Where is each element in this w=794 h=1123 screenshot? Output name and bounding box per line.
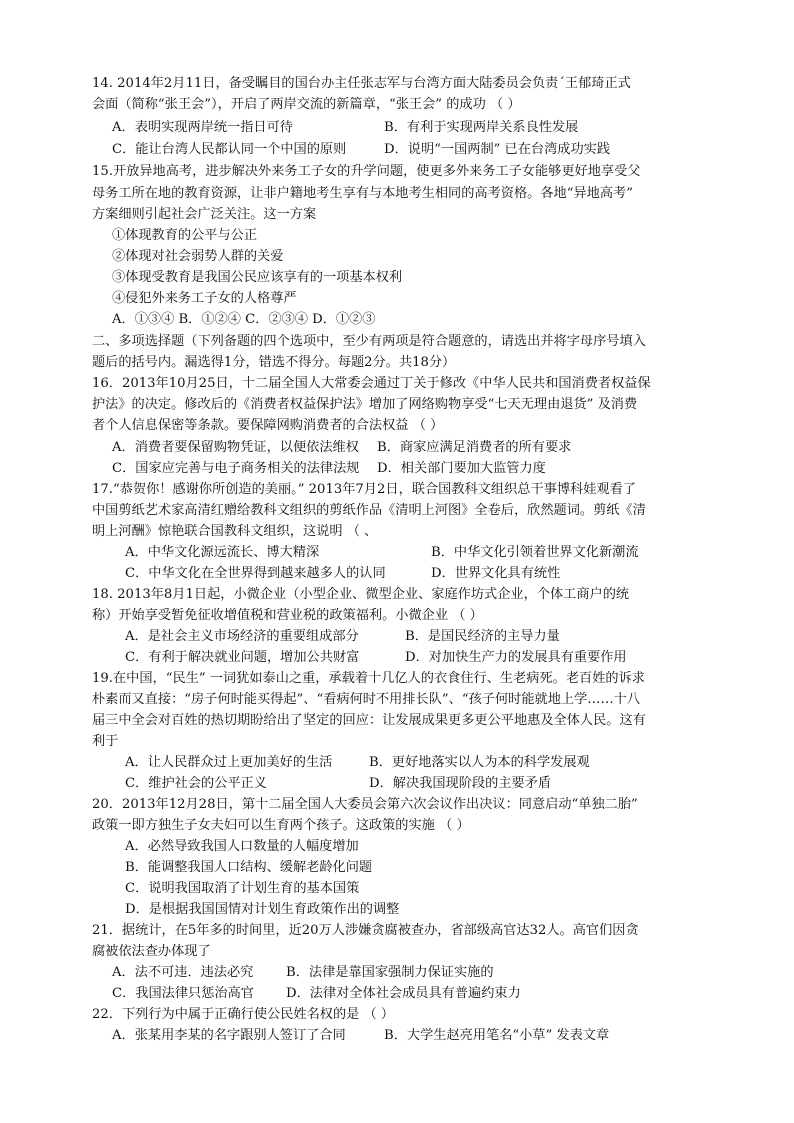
q19-option-a: A．让人民群众过上更加美好的生活 (125, 755, 333, 770)
section2-heading-line1: 二、多项选择题（下列备题的四个选项中，至少有两项是符合题意的，请选出并将字母序号填入 (92, 334, 646, 349)
q14-stem-line2: 会面（简称“张王会”），开启了两岸交流的新篇章，“张王会” 的成功 （ ） (92, 97, 521, 112)
q15-statement-3: ③体现受教育是我国公民应该享有的一项基本权利 (112, 270, 403, 285)
q17-stem-line2: 中国剪纸艺术家高清红赠给教科文组织的剪纸作品《清明上河图》全卷后，欣然题词。剪纸《清 (92, 503, 646, 518)
q22-option-b: B．大学生赵亮用笔名“小草” 发表文章 (384, 1028, 610, 1043)
q17-option-c: C．中华文化在全世界得到越来越多人的认同 (125, 566, 386, 581)
q18-option-a: A．是社会主义市场经济的重要组成部分 (125, 629, 359, 644)
q19-option-d: D．解决我国现阶段的主要矛盾 (369, 776, 552, 791)
q16-option-d: D．相关部门要加大监管力度 (377, 461, 546, 476)
q16-option-b: B．商家应满足消费者的所有要求 (377, 440, 572, 455)
q21-option-b: B．法律是靠国家强制力保证实施的 (286, 965, 494, 980)
q16-stem-line2: 护法》的决定。修改后的《消费者权益保护法》增加了网络购物享受“七天无理由退货” 及消费 (92, 397, 638, 412)
q21-option-a: A．法不可违．违法必究 (112, 965, 254, 980)
q14-stem-line1: 14. 2014年2月11日，备受瞩目的国台办主任张志军与台湾方面大陆委员会负责´王郁琦正式 (92, 76, 631, 91)
q18-option-c: C．有利于解决就业问题，增加公共财富 (125, 650, 360, 665)
q14-option-b: B．有利于实现两岸关系良性发展 (384, 120, 579, 135)
q18-stem-line1: 18. 2013年8月1日起，小微企业（小型企业、微型企业、家庭作坊式企业，个体工商户的统 (92, 587, 630, 602)
q17-option-b: B．中华文化引领着世界文化新潮流 (431, 545, 639, 560)
q19-option-c: C．维护社会的公平正义 (125, 776, 267, 791)
q15-options: A．①③④ B．①②④ C．②③④ D．①②③ (112, 312, 376, 327)
q17-option-d: D．世界文化具有统性 (431, 566, 561, 581)
q18-stem-line2: 称）开始享受暂免征收增值税和营业税的政策福利。小微企业 （ ） (92, 608, 483, 623)
q16-option-c: C．国家应完善与电子商务相关的法律法规 (112, 461, 360, 476)
q18-option-d: D．对加快生产力的发展具有重要作用 (405, 650, 627, 665)
q16-stem-line1: 16．2013年10月25日，十二届全国人大常委会通过丁关于修改《中华人民共和国消费者权益保 (92, 376, 651, 391)
q19-stem-line3: 届三中全会对百姓的热切期盼给出了坚定的回应：让发展成果更多更公平地惠及全体人民。这有 (92, 713, 646, 728)
q15-stem-line1: 15.开放异地高考，进步解决外来务工子女的升学问题，使更多外来务工子女能够更好地享受父 (92, 164, 641, 179)
q20-option-b: B．能调整我国人口结构、缓解老龄化问题 (125, 860, 373, 875)
q19-option-b: B．更好地落实以人为本的科学发展观 (369, 755, 590, 770)
q17-stem-line3: 明上河酬》惊艳联合国教科文组织，这说明 （ 、 (92, 524, 378, 539)
q14-option-c: C．能让台湾人民都认同一个中国的原则 (112, 142, 347, 157)
q21-option-d: D．法律对全体社会成员具有普遍约束力 (286, 986, 521, 1001)
q20-option-d: D．是根据我国国情对计划生育政策作出的调整 (125, 902, 400, 917)
q15-statement-2: ②体现对社会弱势人群的关爱 (112, 249, 284, 264)
q20-option-a: A．必然导致我国人口数量的人幅度增加 (125, 839, 359, 854)
q17-option-a: A．中华文化源远流长、博大精深 (125, 545, 320, 560)
q14-option-a: A．表明实现两岸统一指日可待 (112, 120, 293, 135)
q15-statement-4: ④侵犯外来务工子女的人格尊严 (112, 291, 297, 306)
q19-stem-line2: 朴素而又直接：“房子何时能买得起”、“看病何时不用排长队”、“孩子何时能就地上学……十八 (92, 692, 641, 707)
q18-option-b: B．是国民经济的主导力量 (405, 629, 560, 644)
q22-stem: 22．下列行为中属于正确行使公民姓名权的是 （ ） (92, 1007, 395, 1022)
q21-option-c: C．我国法律只惩治高官 (112, 986, 254, 1001)
q14-option-d: D．说明“一国两制” 已在台湾成功实践 (384, 142, 611, 157)
q21-stem-line2: 腐被依法查办体现了 (92, 944, 211, 959)
q17-stem-line1: 17.“恭贺你！感谢你所创造的美丽。” 2013年7月2日，联合国教科文组织总干事博科娃观看了 (92, 482, 636, 497)
q15-stem-line2: 母务工所在地的教育资源，让非户籍地考生享有与本地考生相同的高考资格。各地“异地高考” (92, 186, 633, 201)
q15-stem-line3: 方案细则引起社会广泛关注。这一方案 (92, 207, 317, 222)
q20-stem-line2: 政策一即方独生子女夫妇可以生育两个孩子。这政策的实施 （ ） (92, 818, 470, 833)
q20-stem-line1: 20．2013年12月28日，第十二届全国人大委员会第六次会议作出决议：同意启动“单独二胎” (92, 797, 638, 812)
q19-stem-line1: 19.在中国，“民生” 一词犹如泰山之重，承载着十几亿人的衣食住行、生老病死。老百姓的诉求 (92, 671, 645, 686)
section2-heading-line2: 题后的括号内。漏选得1分，错选不得分。每题2分。共18分） (92, 355, 456, 370)
q21-stem-line1: 21．据统计，在5年多的时间里，近20万人涉嫌贪腐被查办，省部级高官达32人。高官们因贪 (92, 923, 639, 938)
q16-option-a: A．消费者要保留购物凭证，以便依法维权 (112, 440, 359, 455)
q19-stem-line4: 利于 (92, 734, 119, 749)
q15-statement-1: ①体现教育的公平与公正 (112, 228, 258, 243)
q22-option-a: A．张某用李某的名字跟别人签订了合同 (112, 1028, 346, 1043)
q20-option-c: C．说明我国取消了计划生育的基本国策 (125, 881, 360, 896)
q16-stem-line3: 者个人信息保密等条款。要保障网购消费者的合法权益 （ ） (92, 418, 444, 433)
